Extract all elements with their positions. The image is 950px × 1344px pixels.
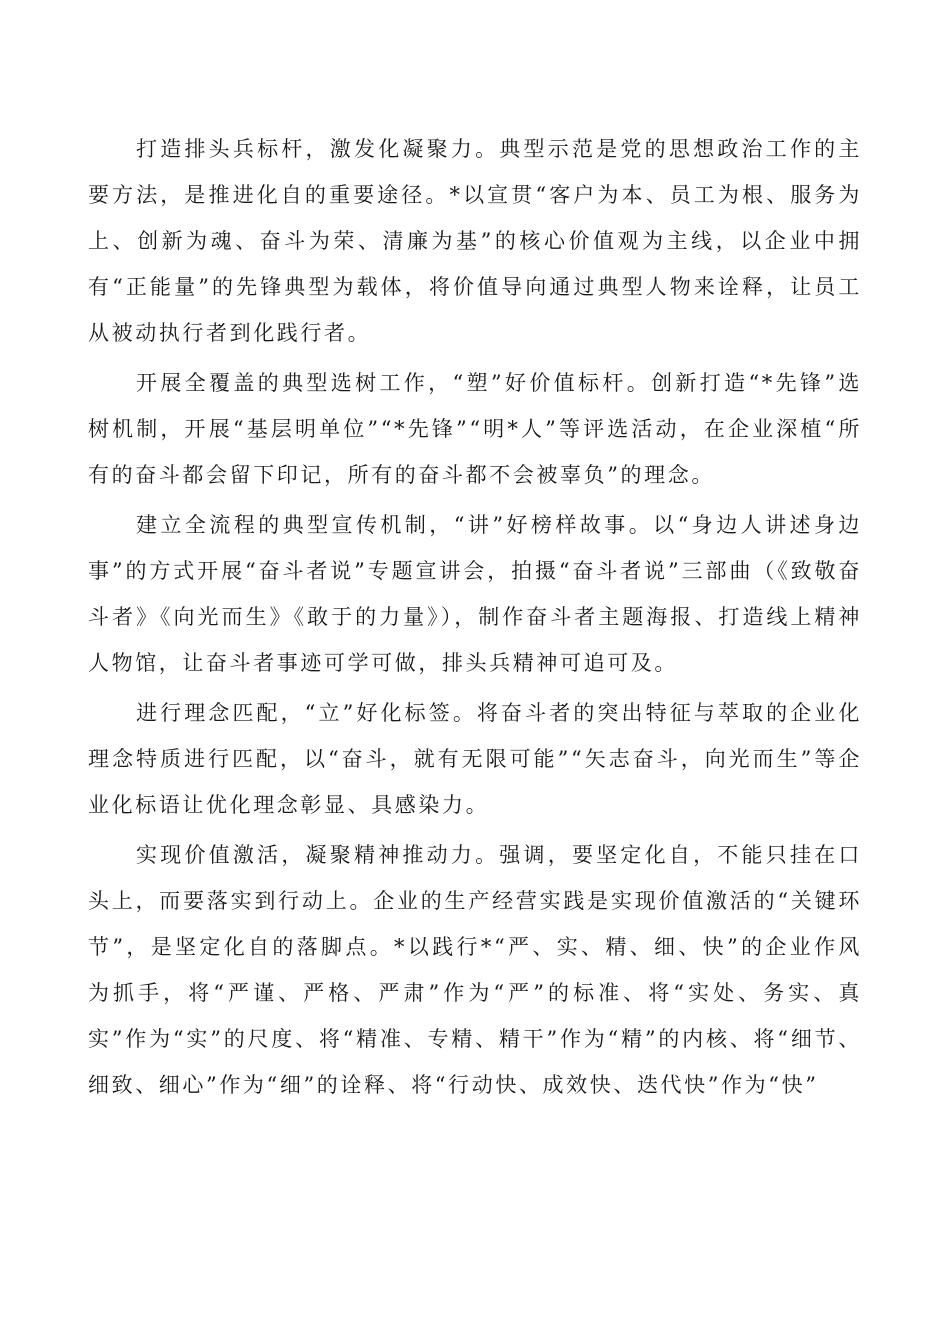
paragraph-2: 开展全覆盖的典型选树工作，“塑”好价值标杆。创新打造“*先锋”选树机制，开展“基层明单位”“*先锋”“明*人”等评选活动，在企业深植“所有的奋斗都会留下印记，所有的奋斗都不会被辜负”的理念。 [88, 371, 862, 487]
paragraph-4: 进行理念匹配，“立”好化标签。将奋斗者的突出特征与萃取的企业化理念特质进行匹配，以“奋斗，就有无限可能”“矢志奋斗，向光而生”等企业化标语让优化理念彰显、具感染力。 [88, 701, 862, 817]
paragraph-5: 实现价值激活，凝聚精神推动力。强调，要坚定化自，不能只挂在口头上，而要落实到行动上。企业的生产经营实践是实现价值激活的“关键环节”，是坚定化自的落脚点。*以践行*“严、实、精、细、快”的企业作风为抓手，将“严谨、严格、严肃”作为“严”的标准、将“实处、务实、真实”作为“实”的尺度、将“精准、专精、精干”作为“精”的内核、将“细节、细致、细心”作为“细”的诠释、将“行动快、成效快、迭代快”作为“快” [88, 843, 862, 1097]
paragraph-3: 建立全流程的典型宣传机制，“讲”好榜样故事。以“身边人讲述身边事”的方式开展“奋斗者说”专题宣讲会，拍摄“奋斗者说”三部曲（《致敬奋斗者》《向光而生》《敢于的力量》），制作奋斗者主题海报、打造线上精神人物馆，让奋斗者事迹可学可做，排头兵精神可追可及。 [88, 513, 862, 675]
paragraph-1: 打造排头兵标杆，激发化凝聚力。典型示范是党的思想政治工作的主要方法，是推进化自的重要途径。*以宣贯“客户为本、员工为根、服务为上、创新为魂、奋斗为荣、清廉为基”的核心价值观为主线，以企业中拥有“正能量”的先锋典型为载体，将价值导向通过典型人物来诠释，让员工从被动执行者到化践行者。 [88, 137, 862, 345]
